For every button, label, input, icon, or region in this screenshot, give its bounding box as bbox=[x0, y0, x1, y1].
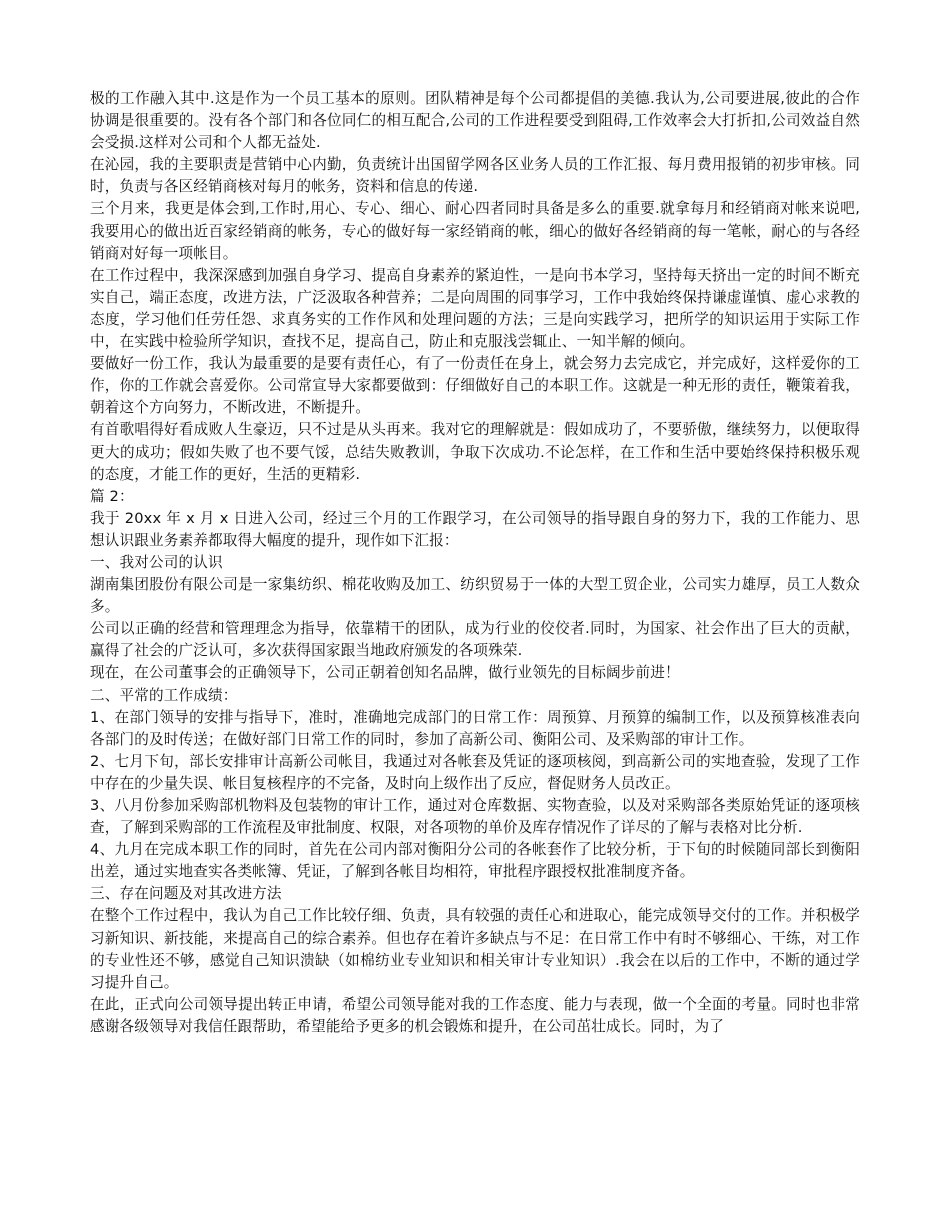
paragraph: 在沁园，我的主要职责是营销中心内勤，负责统计出国留学网各区业务人员的工作汇报、每月费用报销的初步审核。同时，负责与各区经销商核对每月的帐务，资料和信息的传递. bbox=[90, 156, 860, 196]
section-heading: 三、存在问题及对其改进方法 bbox=[90, 885, 282, 903]
section-heading: 二、平常的工作成绩： bbox=[90, 686, 238, 704]
paragraph: 湖南集团股份有限公司是一家集纺织、棉花收购及加工、纺织贸易于一体的大型工贸企业，公司实力雄厚，员工人数众多。 bbox=[90, 576, 860, 616]
paragraph: 在此，正式向公司领导提出转正申请，希望公司领导能对我的工作态度、能力与表现，做一个全面的考量。同时也非常感谢各级领导对我信任跟帮助，希望能给予更多的机会锻炼和提升，在公司茁壮成长。同时，为了 bbox=[90, 995, 860, 1035]
paragraph: 我于 20xx 年 x 月 x 日进入公司，经过三个月的工作跟学习，在公司领导的指导跟自身的努力下，我的工作能力、思想认识跟业务素养都取得大幅度的提升，现作如下汇报： bbox=[90, 509, 860, 549]
paragraph: 要做好一份工作，我认为最重要的是要有责任心，有了一份责任在身上，就会努力去完成它，并完成好，这样爱你的工作，你的工作就会喜爱你。公司常宣导大家都要做到：仔细做好自己的本职工作。这就是一种无形的责任，鞭策着我，朝着这个方向努力，不断改进，不断提升。 bbox=[90, 355, 860, 417]
paragraph: 三个月来，我更是体会到,工作时,用心、专心、细心、耐心四者同时具备是多么的重要.就拿每月和经销商对帐来说吧,我要用心的做出近百家经销商的帐务，专心的做好每一家经销商的帐，细心的做好各经销商的每一笔帐，耐心的与各经销商对好每一项帐目。 bbox=[90, 200, 860, 262]
section-heading: 篇 2： bbox=[90, 487, 134, 505]
paragraph: 公司以正确的经营和管理理念为指导，依靠精干的团队，成为行业的佼佼者.同时，为国家、社会作出了巨大的贡献，赢得了社会的广泛认可，多次获得国家跟当地政府颁发的各项殊荣. bbox=[90, 620, 860, 660]
list-item: 4、九月在完成本职工作的同时，首先在公司内部对衡阳分公司的各帐套作了比较分析，于下旬的时候随同部长到衡阳出差，通过实地查实各类帐簿、凭证，了解到各帐目均相符，审批程序跟授权批准制度齐备。 bbox=[90, 841, 860, 881]
paragraph: 极的工作融入其中.这是作为一个员工基本的原则。团队精神是每个公司都提倡的美德.我认为,公司要进展,彼此的合作协调是很重要的。没有各个部门和各位同仁的相互配合,公司的工作进程要受到阻碍,工作效率会大打折扣,公司效益自然会受损.这样对公司和个人都无益处. bbox=[90, 90, 860, 152]
paragraph: 在整个工作过程中，我认为自己工作比较仔细、负责，具有较强的责任心和进取心，能完成领导交付的工作。并积极学习新知识、新技能，来提高自己的综合素养。但也存在着许多缺点与不足：在日常工作中有时不够细心、干练，对工作的专业性还不够，感觉自己知识溃缺（如棉纺业专业知识和相关审计专业知识）.我会在以后的工作中，不断的通过学习提升自己。 bbox=[90, 907, 860, 991]
paragraph: 在工作过程中，我深深感到加强自身学习、提高自身素养的紧迫性，一是向书本学习，坚持每天挤出一定的时间不断充实自己，端正态度，改进方法，广泛汲取各种营养；二是向周围的同事学习，工作中我始终保持谦虚谨慎、虚心求教的态度，学习他们任劳任怨、求真务实的工作作风和处理问题的方法；三是向实践学习，把所学的知识运用于实际工作中，在实践中检验所学知识，查找不足，提高自己，防止和克服浅尝辄止、一知半解的倾向。 bbox=[90, 266, 860, 351]
section-heading: 一、我对公司的认识 bbox=[90, 553, 223, 571]
list-item: 2、七月下旬，部长安排审计高新公司帐目，我通过对各帐套及凭证的逐项核阅，到高新公司的实地查验，发现了工作中存在的少量失误、帐目复核程序的不完备，及时向上级作出了反应，督促财务人员改正。 bbox=[90, 752, 860, 792]
paragraph: 现在，在公司董事会的正确领导下，公司正朝着创知名品牌，做行业领先的目标阔步前进！ bbox=[90, 664, 680, 682]
paragraph: 有首歌唱得好看成败人生豪迈，只不过是从头再来。我对它的理解就是：假如成功了，不要骄傲，继续努力，以便取得更大的成功；假如失败了也不要气馁，总结失败教训，争取下次成功.不论怎样，在工作和生活中要始终保持积极乐观的态度，才能工作的更好，生活的更精彩. bbox=[90, 421, 860, 483]
document-body bbox=[90, 88, 860, 1038]
list-item: 1、在部门领导的安排与指导下，准时，准确地完成部门的日常工作：周预算、月预算的编制工作，以及预算核准表向各部门的及时传送；在做好部门日常工作的同时，参加了高新公司、衡阳公司、及采购部的审计工作。 bbox=[90, 708, 860, 748]
list-item: 3、八月份参加采购部机物料及包装物的审计工作，通过对仓库数据、实物查验，以及对采购部各类原始凭证的逐项核查，了解到采购部的工作流程及审批制度、权限，对各项物的单价及库存情况作了详尽的了解与表格对比分析. bbox=[90, 797, 860, 837]
